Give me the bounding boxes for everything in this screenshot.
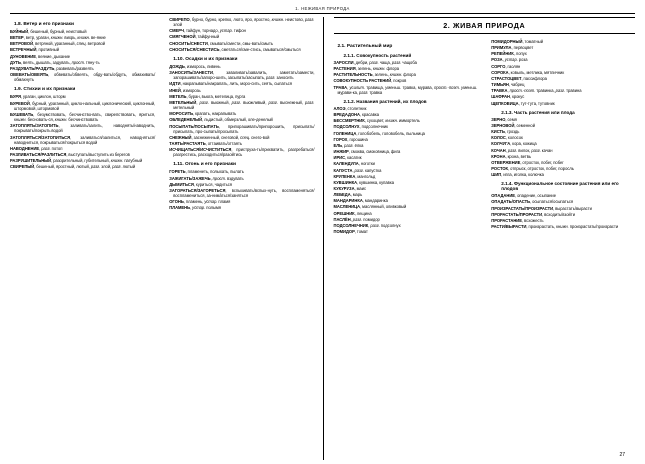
dictionary-entry: ДЫМИТЬСЯ, куриться, чадиться [169, 181, 232, 187]
dictionary-entry: МЕТЕЛЬНЫЙ, разг. вьюжный, разг. вьюжливый, разг. выснежный, разг. метельный [169, 99, 315, 111]
dictionary-entry: БУШЕВАТЬ, безумствовать, бесчинство-вать, свирепствовать, яриться, книжн. бесновать-ся, книжн. бесчинствовать [10, 111, 156, 123]
dictionary-entry: ПОСЫПАТЬ/ПОСЫПАТЬ, припорашивать/припорошить, присыпать/присыпать, про-сыпать/просыпать [169, 123, 315, 134]
dictionary-entry: ДОЖДЬ, изморось, ливень [169, 63, 221, 69]
dictionary-entry: РАСТЕНИЯ, зелень, книжн. флора [333, 66, 399, 72]
dictionary-entry: АЛОЭ, столетник [333, 105, 367, 111]
dictionary-entry: КИСТЬ, гроздь [491, 129, 520, 135]
entry-list-6 [334, 106, 478, 234]
dictionary-entry: ЗАТОПЛЯТЬ/ЗАТОПИТЬ, заливать/залить, наводнять/наводнить, покрывать/покрыть водой [10, 123, 156, 134]
dictionary-entry: СМЯГЧЕНОЙ, тайфунный [169, 34, 220, 40]
dictionary-entry: ИРИС, касатик [333, 155, 362, 161]
dictionary-entry: СОВОКУПНОСТЬ РАСТЕНИЙ, покров [333, 78, 407, 84]
dictionary-entry: ВСТРЕЧНЫЙ, противный [10, 47, 59, 53]
right-column [323, 17, 636, 460]
dictionary-entry: БУРЯ, ураган, циклон, шторм [10, 94, 66, 100]
dictionary-entry: ТИМЬЯН, чабрец [491, 82, 525, 88]
dictionary-entry: ЗАЖИГАТЬ/ЗАЖЕЧЬ, прост. вздувать [169, 175, 244, 181]
dictionary-entry: ГОЛЕНИЦА, голобобель, головобель, пыльница [333, 130, 425, 136]
entry-list-9 [491, 193, 635, 229]
dictionary-entry: ЩЕПКОВИЦА, тут-тута, тутовник [491, 100, 555, 106]
left-subcolumns [10, 17, 315, 212]
dictionary-entry: КАЛЕНДУЛА, ноготки [333, 161, 375, 167]
dictionary-entry: КРУПЕНКА, мангольд [333, 173, 376, 179]
entry-list-5 [334, 60, 478, 95]
dictionary-entry: ПАСЛЁН, разг. помидор [333, 216, 380, 222]
dictionary-entry: ШИП, игла, иголка, колючка [491, 172, 544, 178]
dictionary-entry: ВРЕДАДОНА, красавка [333, 112, 380, 118]
dictionary-entry: КОЛОС, колосок [491, 135, 523, 141]
dictionary-entry: СВИРЕПО, бурно, бурно, крепко, люто, яро, яростно, книжн. неистово, разг. злой [169, 17, 315, 28]
dictionary-entry: КРОНА, крона, ветвь [491, 153, 532, 159]
right-subcolumn-2 [487, 39, 635, 235]
dictionary-entry: ВЕТРОВОЙ, ветряной, ураганный, спец. ветровой [10, 41, 106, 47]
dictionary-entry: ШАФРАН, крокус [491, 94, 525, 100]
dictionary-entry: ПРОРАСТАНИЕ, всхожесть [491, 217, 544, 223]
dictionary-entry: ОПАДАНИЕ, опадение, осыпание [491, 193, 556, 199]
dictionary-entry: ГОРЕТЬ, пламенеть, полыхать, пылать [169, 169, 244, 175]
dictionary-entry: КОЧАН, разг. вилок, разг. качан [491, 147, 553, 153]
dictionary-entry: РОСТОК, отпрыск, отросток, побег, поросль [491, 165, 574, 171]
dictionary-entry: СМЕРЧ, тайфун, торнадо, устар. тифон [169, 28, 246, 34]
header-rule [10, 13, 635, 14]
dictionary-entry: СОРГО, гаолян [491, 63, 521, 69]
dictionary-entry: ПРИМУЛА, первоцвет [491, 45, 534, 51]
dictionary-entry: ПРОРАСТАТЬ/ПРОРАСТИ, всходить/взойти [491, 211, 575, 217]
dictionary-entry: КОЛЧУГА, кора, кожица [491, 141, 537, 147]
dictionary-entry: МАНДАРИНКА, мандаринка [333, 198, 388, 204]
dictionary-entry: КУКУРУЗА, маис [333, 185, 367, 191]
dictionary-entry: ОТВЕРЖЕНИЕ, отросток, побег, побег [491, 159, 564, 165]
dictionary-entry: НАВОДНЕНИЕ, разг. потоп [10, 145, 63, 151]
subsection-title: 2.1.3. Часть растения или плода [501, 109, 575, 115]
dictionary-entry: ЗАГОРАТЬСЯ/ЗАГОРЕТЬСЯ, вспыхивать/вспых-нуть, воспламеняться/воспламениться, за-нима́ться/заняться [169, 187, 315, 199]
section-title: 2.1. Растительный мир [337, 44, 393, 49]
subsection-title: 2.1.4. Функциональное состояние растения или его плодов [501, 181, 619, 192]
dictionary-entry: ПОДСОЛНЕЧНИК, разг. подсолнух [333, 222, 401, 228]
entry-list-8 [491, 117, 635, 178]
dictionary-entry: ПЛАМЕНЬ, устар. полымя [169, 205, 221, 211]
dictionary-entry: МОРОСИТЬ, крапать, накрапывать [169, 111, 237, 117]
page-number: 27 [619, 452, 625, 458]
dictionary-entry: ТРАВКА, прост.-поэт. травинка, разг. травина [491, 88, 582, 94]
dictionary-entry: РАСТИТЕЛЬНОСТЬ, зелень, книжн. флора [333, 72, 416, 78]
subsection-title: 2.1.1. Совокупность растений [343, 53, 412, 58]
dictionary-entry: РАЗДУВАТЬ/РАЗДУТЬ, развевать/развеять [10, 65, 94, 71]
dictionary-entry: ПОМИДОРНЫЙ, томатный [491, 39, 544, 44]
dictionary-entry: ЗАНОСИТЬ/ЗАНЕСТИ, заваливать/завалить, заметать/замести, запорашивать/запоро-шить, засыпать/засыпать, разг. заносить [169, 70, 315, 81]
dictionary-entry: ОБЛЕДЕНЕЛЫЙ, льдистый, обмерзлый, оле-денелый [169, 117, 273, 123]
right-subcolumns [334, 39, 636, 235]
dictionary-entry: БУРЕВОЙ, бурный, ураганный, цикло-нальный, циклонический, циклонный, штормовой, штормовой [10, 100, 156, 111]
entry-list-3 [169, 64, 314, 158]
chapter-banner: 2. ЖИВАЯ ПРИРОДА [334, 17, 636, 34]
dictionary-entry: ОГОНЬ, пламень, устар. пламя [169, 199, 231, 205]
dictionary-entry: ПРОИЗРАСТАТЬ/ПРОИЗРАСТИ, вырастать/вырасти [491, 205, 592, 211]
section-title: 1.8. Ветер и его признаки [14, 22, 74, 27]
dictionary-entry: РЕПЕЙНИК, лопух [491, 51, 527, 57]
dictionary-entry: ГОРОХ, горошина [333, 136, 368, 142]
dictionary-entry: СНЕЖНЫЙ, заснеженный, снеговой, спец. снего-вой [169, 134, 270, 140]
dictionary-entry: ЗЕРНО, семя [491, 116, 517, 122]
dictionary-entry: ОРЕШНИК, лещина [333, 210, 372, 216]
dictionary-entry: СНОСИТЬСЯ/СНЕСТИСЬ, сметаться/сме-стись, смываться/смыться [169, 46, 301, 52]
continued-entries [169, 17, 314, 52]
dictionary-entry: ЗАРОСЛИ, дебри, разг. чаща, разг. чащоба [333, 60, 417, 65]
dictionary-entry: СТРАСТОЦВЕТ, пассифлора [491, 75, 547, 81]
section-title: 1.11. Огонь и его признаки [173, 162, 236, 168]
dictionary-entry: РАЗЛИВАТЬСЯ/РАЗЛИТЬСЯ, выступать/выступить из берегов [10, 151, 130, 157]
running-head: 1. НЕЖИВАЯ ПРИРОДА [295, 6, 350, 11]
dictionary-entry: МАСЛЕНИЦА, маслянный, оливковый [333, 204, 407, 210]
dictionary-entry: ЕЛЬ, разг. ёлка [333, 142, 364, 148]
entry-list-7 [491, 39, 635, 106]
page-columns [10, 17, 635, 460]
dictionary-entry: ДУТЬ, веять, дышать, задувать, прост. тяну-ть [10, 59, 100, 65]
left-subcolumn-1 [10, 17, 159, 212]
dictionary-entry: РАЗРУШИТЕЛЬНЫЙ, разорительный, губительный, книжн. пагубный [10, 158, 143, 164]
entry-list-2 [10, 94, 155, 169]
right-subcolumn-1 [334, 39, 482, 235]
entry-list-1 [10, 29, 155, 82]
dictionary-entry: ИНЕЙ, изморозь [169, 87, 201, 93]
dictionary-entry: ПОМИДОР, томат [333, 229, 368, 235]
dictionary-entry: КАПУСТА, разг. капустка [333, 167, 382, 173]
dictionary-entry: ПОДСОЛНУХ, подсолнечник [333, 124, 388, 130]
dictionary-entry: БЕССМЕРТНИК, сухоцвет, книжн. иммортель [333, 118, 420, 124]
dictionary-entry: ЗЕРНОВОЙ, семенной [491, 122, 535, 128]
dictionary-entry: ИСЧИЩАТЬСЯ/ИСЧИСТИТЬСЯ, приструха-ть/прихватить, разгребаться/разгрестись, расходиться/разойтись [169, 147, 315, 158]
dictionary-entry: ОПАДАТЬ/ОПАСТЬ, осыпаться/осыпаться [491, 199, 574, 205]
dictionary-entry: СНОСИТЬ/СНЕСТИ, смывать/смести, смы-вать/смыть [169, 40, 273, 46]
dictionary-entry: КУВШИНКА, кувшинка, купавка [333, 179, 394, 185]
left-column [10, 17, 323, 460]
dictionary-entry: РОЗА, устар. роза [491, 57, 528, 63]
dictionary-entry: МЕТЕЛЬ, буран, вьюга, метелица, пурга [169, 93, 246, 99]
dictionary-entry: ЛЕБЕДА, марь [333, 192, 363, 198]
subsection-title: 2.1.2. Названия растений, их плодов [343, 98, 427, 104]
dictionary-entry: РАСТИ/ВЫРАСТИ, произрастать, книжн. произрастать/произрасти [491, 224, 619, 230]
entry-list-4 [169, 169, 314, 210]
dictionary-entry: ДУНОВЕНИЕ, веяние, дыхание [10, 53, 71, 59]
dictionary-entry: ОВЕВАТЬ/ОВЕЯТЬ, обвевать/обвеять, обду-вать/обдуть, обмахивать/обмахнуть [10, 72, 156, 83]
dictionary-entry: ИНЖИР, смоква, смоковница, фига [333, 149, 401, 155]
dictionary-entry: БУЙНЫЙ, бешеный, бурный, неистовый [10, 29, 87, 34]
dictionary-entry: ТРАВА, усилит. травища, уменьш. травка, мурава, прост.-поэт. уменьш. мурави-ка, разг. травка [333, 84, 478, 95]
section-title: 1.10. Осадки и их признаки [173, 56, 238, 62]
section-title: 1.9. Стихии и их признаки [14, 87, 76, 93]
dictionary-entry: ВЕТЕР, ветр, ураган, книжн. вихрь, книжн. ве-яние [10, 35, 106, 41]
dictionary-entry: ЗАТОПЛЯТЬСЯ/ЗАТОПИТЬСЯ, заливаться/залиться, наводняться/наводниться, покрываться/покрыться водой [10, 134, 156, 145]
dictionary-entry: ТАЯТЬ/РАСТАЯТЬ, оттаивать/оттаять [169, 140, 243, 146]
dictionary-entry: СВИРЕПЫЙ, бешеный, яростный, лютый, разг. злой, разг. лютый [10, 164, 136, 170]
dictionary-entry: СОРОКА, ковыль, метлика, мятличник [491, 69, 565, 75]
left-subcolumn-2 [165, 17, 314, 212]
dictionary-entry: ИДТИ, накрапывать/накрапать, лить, моро-сить, сеять, сыпаться [169, 81, 292, 87]
